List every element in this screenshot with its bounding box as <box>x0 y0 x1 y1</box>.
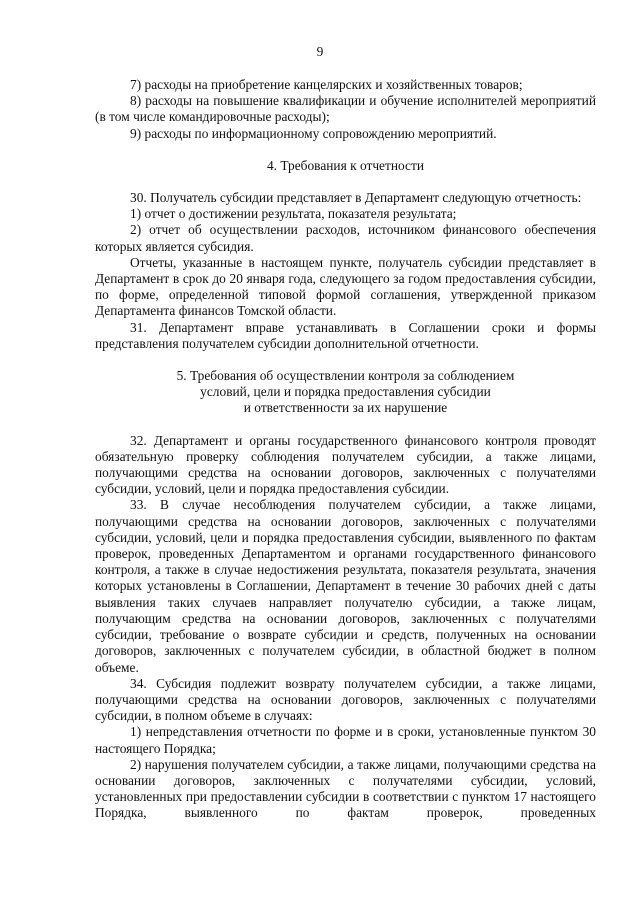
page-number: 9 <box>316 44 324 59</box>
section-4-heading: 4. Требования к отчетности <box>266 157 425 173</box>
paragraph-31: 31. Департамент вправе устанавливать в Соглашении сроки и формы представления получателем субсидии дополнительной отчетности. <box>95 319 596 351</box>
document-body <box>95 77 596 822</box>
paragraph-34: 34. Субсидия подлежит возврату получателем субсидии, а также лицами, получающими средства на основании договоров, заключенных с получателями субсидии, в полном объеме в случаях: <box>95 675 596 724</box>
paragraph-34-item-2: 2) нарушения получателем субсидии, а также лицами, получающими средства на основании договоров, заключенных с получателями субсидии, условий, установленных при предоставлении субсидии в соответствии с пунктом 17 настоящего Порядка, выявленного по фактам проверок, проведенных <box>95 756 596 821</box>
paragraph-33: 33. В случае несоблюдения получателем субсидии, а также лицами, получающими средства на основании договоров, заключенных с получателями субсидии, условий, цели и порядка предоставления субсидии, выявленного по фактам проверок, проведенных Департаментом и органами государственного финансового контроля, а также в случае недостижения результата, показателя результата, значения которых установлены в Соглашении, Департамент в течение 30 рабочих дней с даты выявления таких случаев направляет получателю субсидии, а также лицам, получающим средства на основании договоров, заключенных с получателями субсидии, требование о возврате субсидии и средств, полученных на основании договоров, заключенных с получателем субсидии, в областной бюджет в полном объеме. <box>95 497 596 675</box>
paragraph-32: 32. Департамент и органы государственного финансового контроля проводят обязательную проверку соблюдения получателем субсидии, а также лицами, получающими средства на основании договоров, заключенных с получателями субсидии, условий, цели и порядка предоставления субсидии. <box>95 432 596 497</box>
section-5-heading-line-1: 5. Требования об осуществлении контроля за соблюдением <box>176 368 515 384</box>
list-item: 9) расходы по информационному сопровождению мероприятий. <box>130 125 497 141</box>
paragraph-30-reports: Отчеты, указанные в настоящем пункте, получатель субсидии представляет в Департамент в срок до 20 января года, следующего за годом предоставления субсидии, по форме, определенной типовой формой соглашения, утвержденной приказом Департамента финансов Томской области. <box>95 254 596 319</box>
list-item: 8) расходы на повышение квалификации и обучение исполнителей мероприятий (в том числе командировочные расходы); <box>95 93 596 125</box>
paragraph-30: 30. Получатель субсидии представляет в Департамент следующую отчетность: <box>130 190 582 206</box>
paragraph-30-item-2: 2) отчет об осуществлении расходов, источником финансового обеспечения которых является субсидия. <box>95 222 596 254</box>
section-5-heading-line-2: условий, цели и порядка предоставления субсидии <box>200 384 491 400</box>
paragraph-30-item-1: 1) отчет о достижении результата, показателя результата; <box>130 206 457 222</box>
paragraph-34-item-1: 1) непредставления отчетности по форме и в сроки, установленные пунктом 30 настоящего Порядка; <box>95 724 596 756</box>
section-5-heading-line-3: и ответственности за их нарушение <box>243 400 448 416</box>
list-item: 7) расходы на приобретение канцелярских и хозяйственных товаров; <box>130 77 523 92</box>
